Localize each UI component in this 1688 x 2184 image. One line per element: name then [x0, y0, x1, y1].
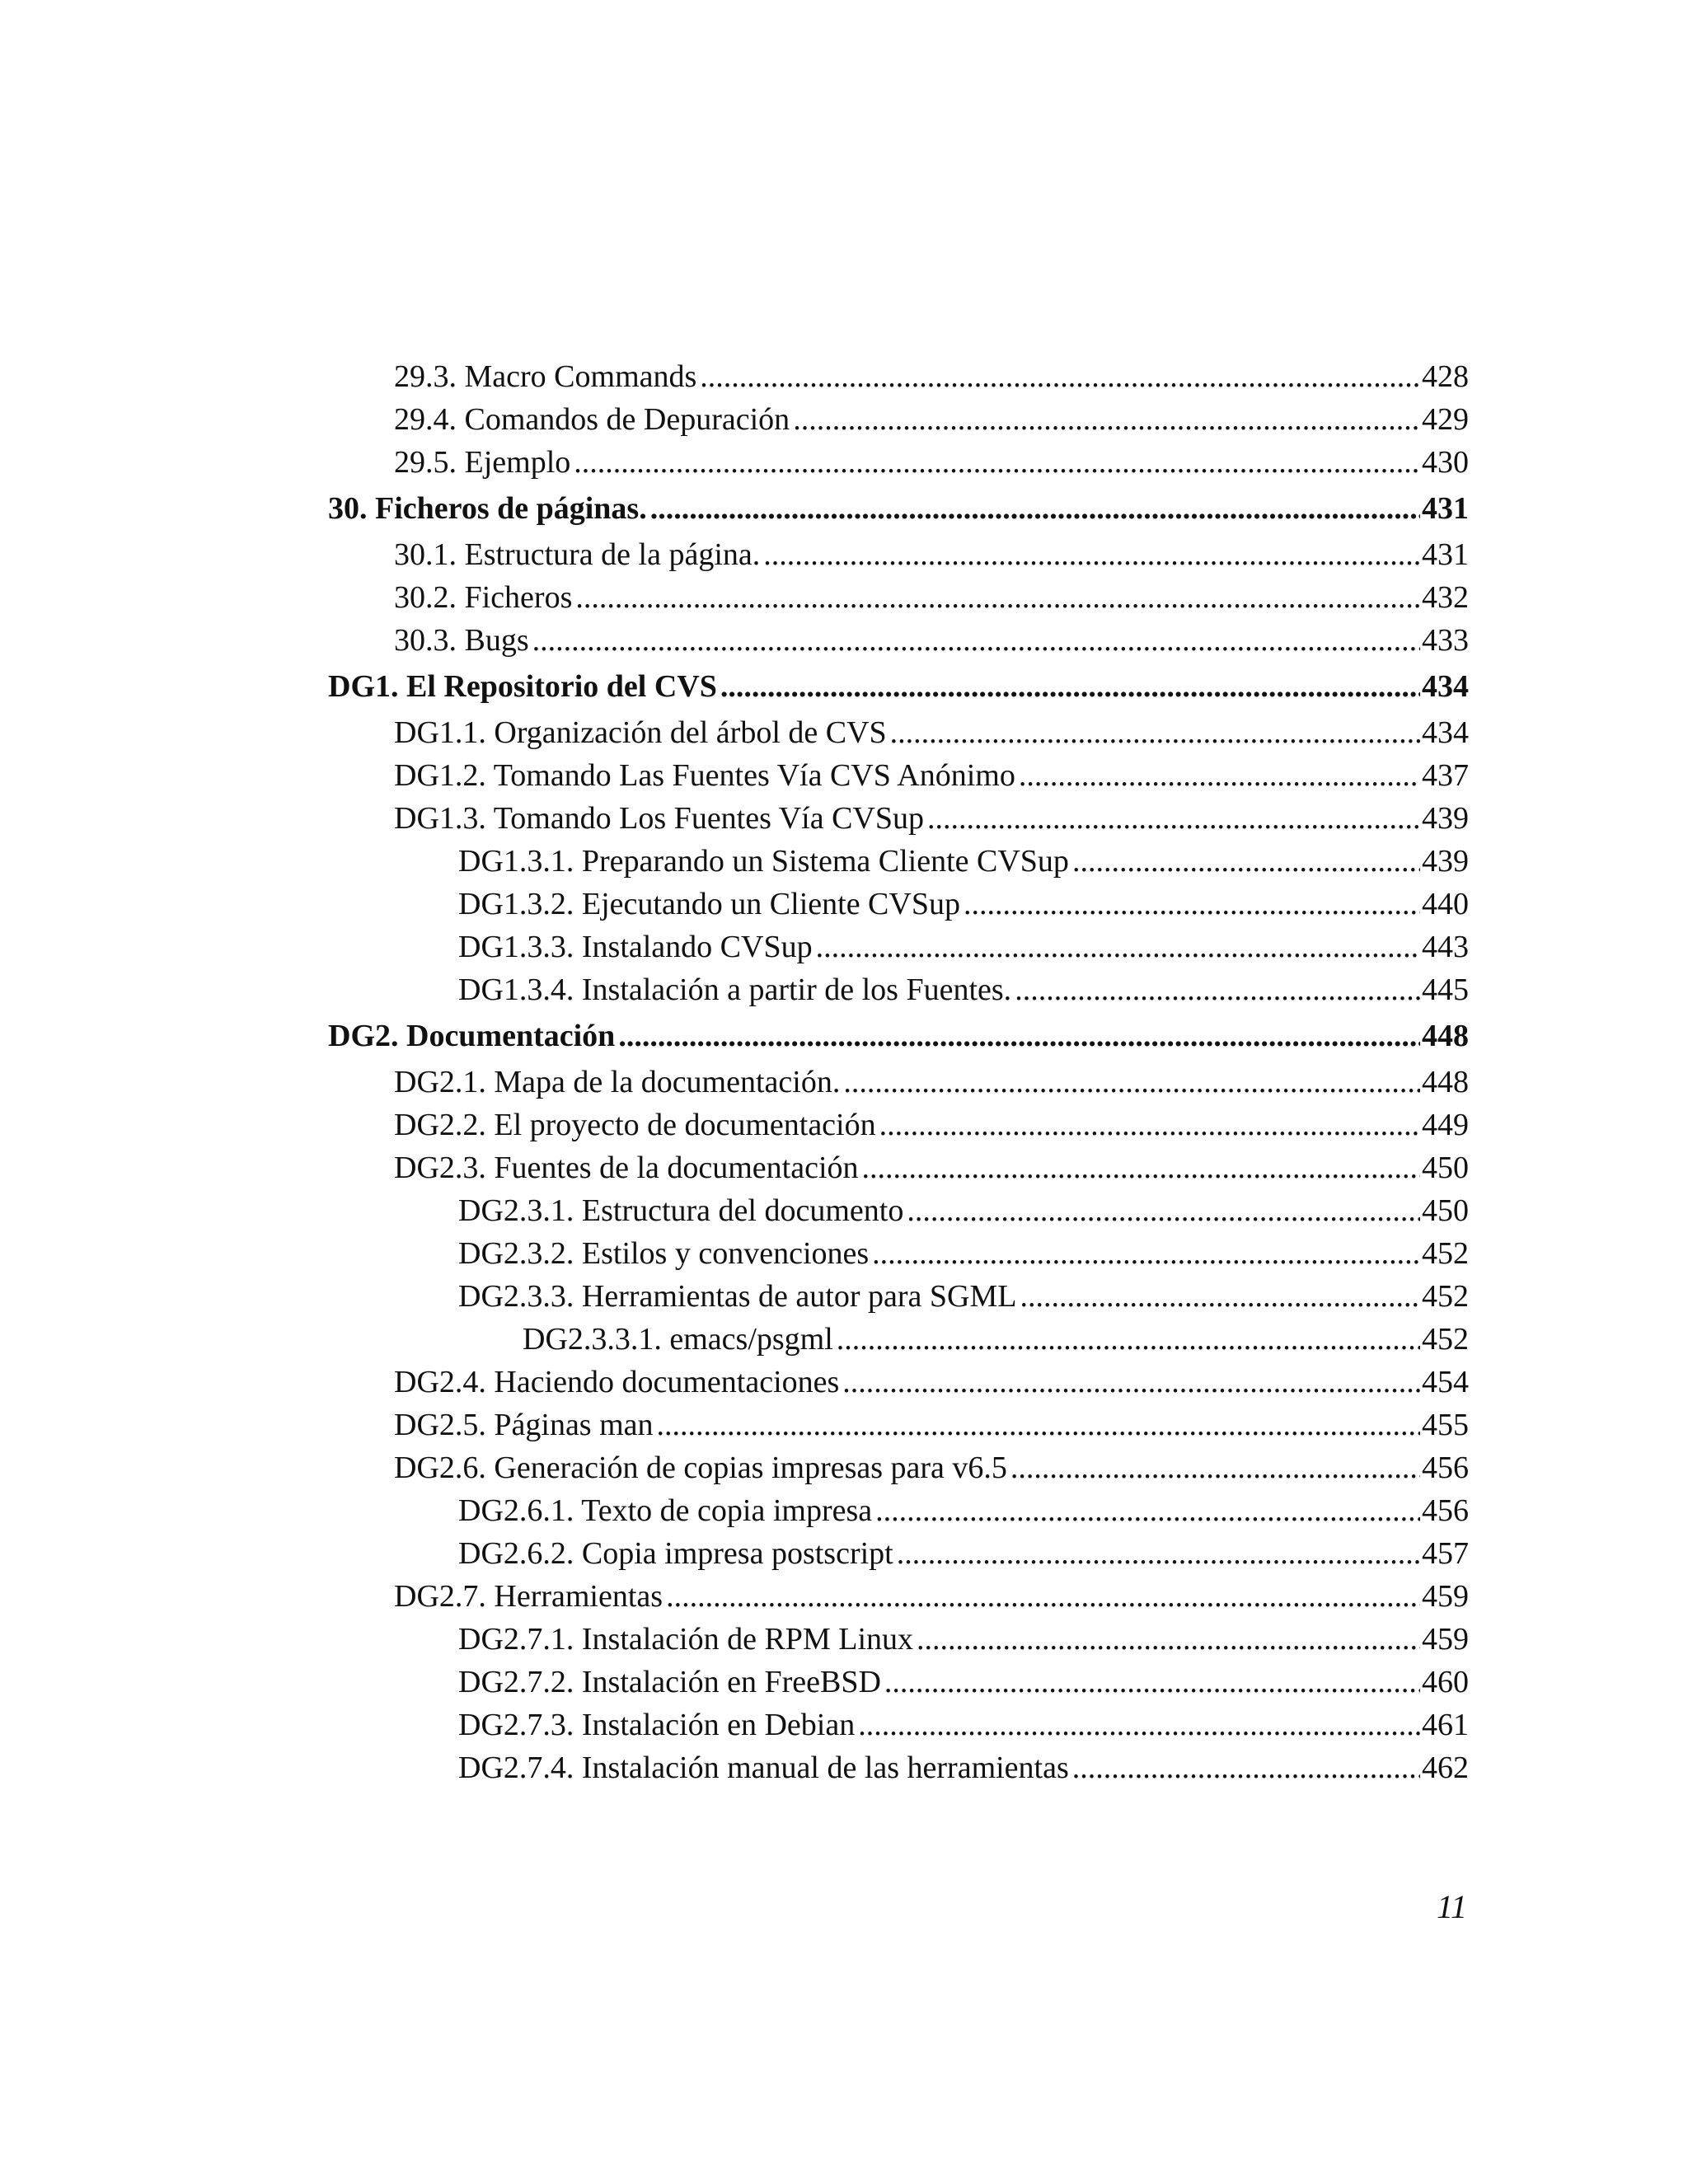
toc-section-entry[interactable] [328, 840, 1469, 883]
toc-section-entry[interactable] [328, 1361, 1469, 1404]
toc-leader-dots [964, 883, 1420, 926]
toc-entry-page: 440 [1422, 887, 1469, 921]
toc-section-entry[interactable] [328, 754, 1469, 797]
toc-entry-page: 450 [1422, 1193, 1469, 1228]
toc-leader-dots [884, 1661, 1420, 1704]
toc-section-entry[interactable] [328, 1275, 1469, 1318]
toc-entry-title: DG2.3. Fuentes de la documentación [394, 1151, 859, 1185]
toc-entry-page: 456 [1422, 1493, 1469, 1528]
toc-entry-page: 462 [1422, 1750, 1469, 1785]
toc-leader-dots [842, 1361, 1420, 1404]
toc-entry-page: 430 [1422, 445, 1469, 480]
toc-entry-page: 445 [1422, 972, 1469, 1007]
toc-entry-page: 433 [1422, 623, 1469, 658]
toc-entry-page: 434 [1422, 669, 1469, 704]
toc-entry-page: 432 [1422, 580, 1469, 615]
toc-leader-dots [720, 662, 1420, 711]
toc-leader-dots [897, 1532, 1420, 1575]
toc-entry-title: DG2. Documentación [328, 1019, 616, 1053]
toc-entry-page: 431 [1422, 491, 1469, 526]
toc-entry-title: DG2.3.1. Estructura del documento [458, 1193, 904, 1228]
toc-entry-title: DG2.3.2. Estilos y convenciones [458, 1236, 870, 1271]
toc-leader-dots [837, 1318, 1420, 1361]
toc-entry-title: DG2.7.1. Instalación de RPM Linux [458, 1622, 914, 1657]
toc-leader-dots [917, 1618, 1420, 1661]
toc-entry-title: DG1. El Repositorio del CVS [328, 669, 717, 704]
toc-section-entry[interactable] [328, 711, 1469, 754]
toc-leader-dots [1015, 968, 1420, 1011]
toc-entry-page: 459 [1422, 1579, 1469, 1614]
toc-entry-title: DG1.3.2. Ejecutando un Cliente CVSup [458, 887, 960, 921]
toc-section-entry[interactable] [328, 1446, 1469, 1489]
toc-entry-page: 437 [1422, 758, 1469, 793]
toc-section-entry[interactable] [328, 1404, 1469, 1446]
toc-entry-title: 29.5. Ejemplo [394, 445, 571, 480]
toc-section-entry[interactable] [328, 797, 1469, 840]
toc-section-entry[interactable] [328, 619, 1469, 662]
toc-entry-title: DG2.6. Generación de copias impresas para v6.5 [394, 1451, 1007, 1485]
toc-entry-title: DG1.2. Tomando Las Fuentes Vía CVS Anónimo [394, 758, 1015, 793]
toc-entry-page: 460 [1422, 1665, 1469, 1699]
toc-entry-title: 29.4. Comandos de Depuración [394, 402, 790, 437]
toc-entry-page: 439 [1422, 801, 1469, 836]
toc-leader-dots [875, 1489, 1420, 1532]
toc-section-entry[interactable] [328, 441, 1469, 484]
toc-leader-dots [927, 797, 1420, 840]
toc-entry-page: 454 [1422, 1365, 1469, 1399]
toc-entry-page: 443 [1422, 930, 1469, 964]
toc-entry-page: 429 [1422, 402, 1469, 437]
toc-entry-title: DG2.4. Haciendo documentaciones [394, 1365, 840, 1399]
toc-leader-dots [793, 398, 1420, 441]
toc-leader-dots [1020, 1275, 1420, 1318]
toc-entry-page: 434 [1422, 715, 1469, 750]
toc-entry-title: DG2.7.4. Instalación manual de las herramientas [458, 1750, 1069, 1785]
toc-entry-title: DG2.5. Páginas man [394, 1408, 654, 1442]
toc-section-entry[interactable] [328, 1746, 1469, 1789]
toc-entry-page: 439 [1422, 844, 1469, 879]
toc-entry-title: DG1.3.3. Instalando CVSup [458, 930, 813, 964]
toc-entry-title: DG1.3.1. Preparando un Sistema Cliente CVSup [458, 844, 1069, 879]
toc-entry-page: 431 [1422, 537, 1469, 572]
toc-entry-page: 459 [1422, 1622, 1469, 1657]
toc-leader-dots [1010, 1446, 1420, 1489]
toc-leader-dots [843, 1061, 1420, 1104]
toc-section-entry[interactable] [328, 883, 1469, 926]
toc-entry-title: DG1.1. Organización del árbol de CVS [394, 715, 887, 750]
toc-entry-page: 457 [1422, 1536, 1469, 1571]
toc-leader-dots [666, 1575, 1420, 1618]
toc-section-entry[interactable] [328, 1146, 1469, 1189]
toc-entry-title: DG1.3. Tomando Los Fuentes Vía CVSup [394, 801, 924, 836]
toc-entry-title: DG2.1. Mapa de la documentación. [394, 1065, 841, 1099]
toc-leader-dots [700, 355, 1420, 398]
toc-section-entry[interactable] [328, 1232, 1469, 1275]
toc-entry-title: DG1.3.4. Instalación a partir de los Fuentes. [458, 972, 1012, 1007]
toc-entry-page: 448 [1422, 1065, 1469, 1099]
toc-section-entry[interactable] [328, 1104, 1469, 1146]
toc-chapter-entry[interactable] [328, 484, 1469, 533]
toc-entry-title: DG2.7.2. Instalación en FreeBSD [458, 1665, 881, 1699]
toc-section-entry[interactable] [328, 576, 1469, 619]
toc-section-entry[interactable] [328, 968, 1469, 1011]
toc-section-entry[interactable] [328, 1532, 1469, 1575]
toc-leader-dots [858, 1704, 1420, 1746]
toc-section-entry[interactable] [328, 1575, 1469, 1618]
toc-section-entry[interactable] [328, 1489, 1469, 1532]
toc-leader-dots [618, 1011, 1420, 1061]
toc-entry-title: DG2.7. Herramientas [394, 1579, 663, 1614]
toc-entry-title: DG2.3.3.1. emacs/psgml [523, 1322, 833, 1357]
toc-entry-page: 461 [1422, 1708, 1469, 1742]
toc-leader-dots [1072, 840, 1420, 883]
toc-entry-title: DG2.7.3. Instalación en Debian [458, 1708, 856, 1742]
toc-entry-title: 30. Ficheros de páginas. [328, 491, 647, 526]
page-number: 11 [1436, 1888, 1467, 1925]
toc-section-entry[interactable] [328, 355, 1469, 398]
toc-entry-page: 456 [1422, 1451, 1469, 1485]
table-of-contents [328, 355, 1469, 1789]
toc-section-entry[interactable] [328, 398, 1469, 441]
toc-entry-title: DG2.2. El proyecto de documentación [394, 1108, 876, 1142]
toc-entry-page: 428 [1422, 359, 1469, 394]
toc-leader-dots [532, 619, 1420, 662]
toc-entry-page: 452 [1422, 1236, 1469, 1271]
toc-leader-dots [816, 926, 1420, 968]
toc-leader-dots [763, 533, 1420, 576]
toc-chapter-entry[interactable] [328, 662, 1469, 711]
toc-leader-dots [575, 576, 1420, 619]
toc-leader-dots [650, 484, 1420, 533]
toc-entry-title: 30.1. Estructura de la página. [394, 537, 761, 572]
toc-section-entry[interactable] [328, 1661, 1469, 1704]
toc-entry-title: 30.2. Ficheros [394, 580, 573, 615]
toc-leader-dots [574, 441, 1420, 484]
toc-entry-page: 455 [1422, 1408, 1469, 1442]
toc-section-entry[interactable] [328, 1618, 1469, 1661]
toc-entry-title: 29.3. Macro Commands [394, 359, 697, 394]
toc-entry-title: DG2.6.1. Texto de copia impresa [458, 1493, 873, 1528]
toc-section-entry[interactable] [328, 1318, 1469, 1361]
toc-leader-dots [1019, 754, 1420, 797]
toc-section-entry[interactable] [328, 1189, 1469, 1232]
toc-leader-dots [907, 1189, 1420, 1232]
toc-leader-dots [657, 1404, 1420, 1446]
toc-entry-page: 452 [1422, 1279, 1469, 1314]
toc-leader-dots [890, 711, 1420, 754]
toc-leader-dots [1072, 1746, 1420, 1789]
toc-leader-dots [879, 1104, 1420, 1146]
toc-section-entry[interactable] [328, 1061, 1469, 1104]
toc-leader-dots [872, 1232, 1420, 1275]
toc-entry-title: 30.3. Bugs [394, 623, 529, 658]
toc-section-entry[interactable] [328, 926, 1469, 968]
toc-entry-page: 448 [1422, 1019, 1469, 1053]
toc-entry-title: DG2.3.3. Herramientas de autor para SGML [458, 1279, 1017, 1314]
toc-entry-title: DG2.6.2. Copia impresa postscript [458, 1536, 893, 1571]
toc-section-entry[interactable] [328, 533, 1469, 576]
toc-section-entry[interactable] [328, 1704, 1469, 1746]
toc-chapter-entry[interactable] [328, 1011, 1469, 1061]
toc-entry-page: 449 [1422, 1108, 1469, 1142]
toc-entry-page: 450 [1422, 1151, 1469, 1185]
toc-entry-page: 452 [1422, 1322, 1469, 1357]
toc-leader-dots [862, 1146, 1420, 1189]
